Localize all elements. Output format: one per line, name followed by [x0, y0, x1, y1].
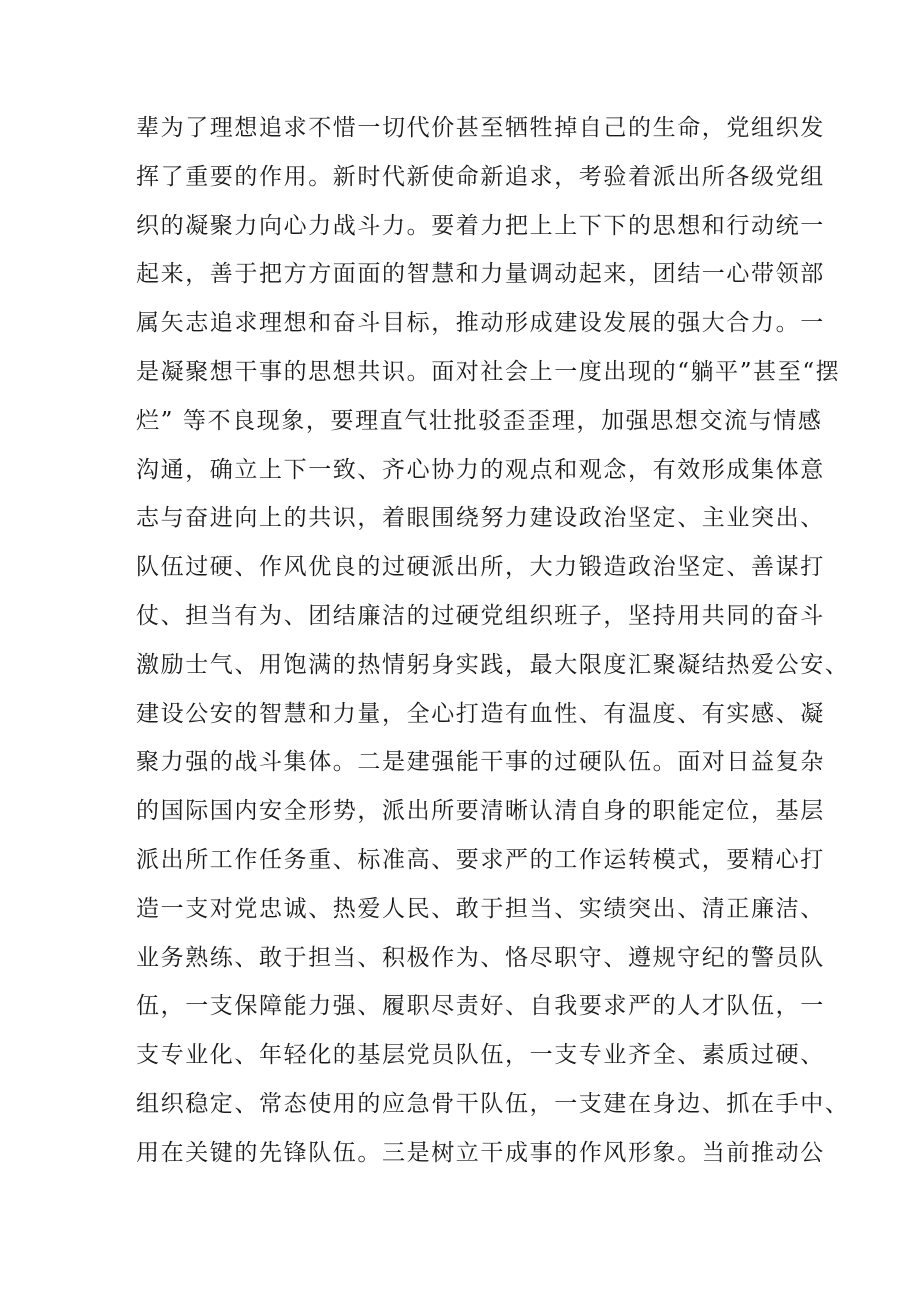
text-line: 烂” 等不良现象，要理直气壮批驳歪歪理，加强思想交流与情感	[136, 407, 823, 434]
text-line: 的国际国内安全形势，派出所要清晰认清自身的职能定位，基层	[136, 798, 825, 825]
text-line: 业务熟练、敢于担当、积极作为、恪尽职守、遵规守纪的警员队	[136, 944, 825, 971]
text-line: 支专业化、年轻化的基层党员队伍，一支专业齐全、素质过硬、	[136, 1042, 825, 1069]
text-line: 用在关键的先锋队伍。三是树立干成事的作风形象。当前推动公	[136, 1139, 825, 1166]
text-line: 属矢志追求理想和奋斗目标，推动形成建设发展的强大合力。一	[136, 310, 825, 337]
text-line: 派出所工作任务重、标准高、要求严的工作运转模式，要精心打	[136, 846, 825, 873]
text-line: 激励士气、用饱满的热情躬身实践，最大限度汇聚凝结热爱公安、	[136, 651, 850, 678]
text-line: 沟通，确立上下一致、齐心协力的观点和观念，有效形成集体意	[136, 456, 825, 483]
text-line: 组织稳定、常态使用的应急骨干队伍，一支建在身边、抓在手中、	[136, 1090, 850, 1117]
text-line: 造一支对党忠诚、热爱人民、敢于担当、实绩突出、清正廉洁、	[136, 895, 825, 922]
text-line: 建设公安的智慧和力量，全心打造有血性、有温度、有实感、凝	[136, 700, 825, 727]
text-line: 织的凝聚力向心力战斗力。要着力把上上下下的思想和行动统一	[136, 212, 825, 239]
text-line: 仗、担当有为、团结廉洁的过硬党组织班子，坚持用共同的奋斗	[136, 602, 825, 629]
body-paragraph	[136, 104, 850, 1178]
text-line: 聚力强的战斗集体。二是建强能干事的过硬队伍。面对日益复杂	[136, 749, 825, 776]
text-line: 志与奋进向上的共识，着眼围绕努力建设政治坚定、主业突出、	[136, 505, 825, 532]
text-line: 辈为了理想追求不惜一切代价甚至牺牲掉自己的生命，党组织发	[136, 115, 825, 141]
text-line: 起来，善于把方方面面的智慧和力量调动起来，团结一心带领部	[136, 261, 825, 288]
text-line: 是凝聚想干事的思想共识。面对社会上一度出现的“躺平”甚至“摆	[136, 358, 841, 385]
text-line: 伍，一支保障能力强、履职尽责好、自我要求严的人才队伍，一	[136, 993, 825, 1020]
text-line: 队伍过硬、作风优良的过硬派出所，大力锻造政治坚定、善谋打	[136, 554, 825, 581]
text-line: 挥了重要的作用。新时代新使命新追求，考验着派出所各级党组	[136, 163, 825, 190]
